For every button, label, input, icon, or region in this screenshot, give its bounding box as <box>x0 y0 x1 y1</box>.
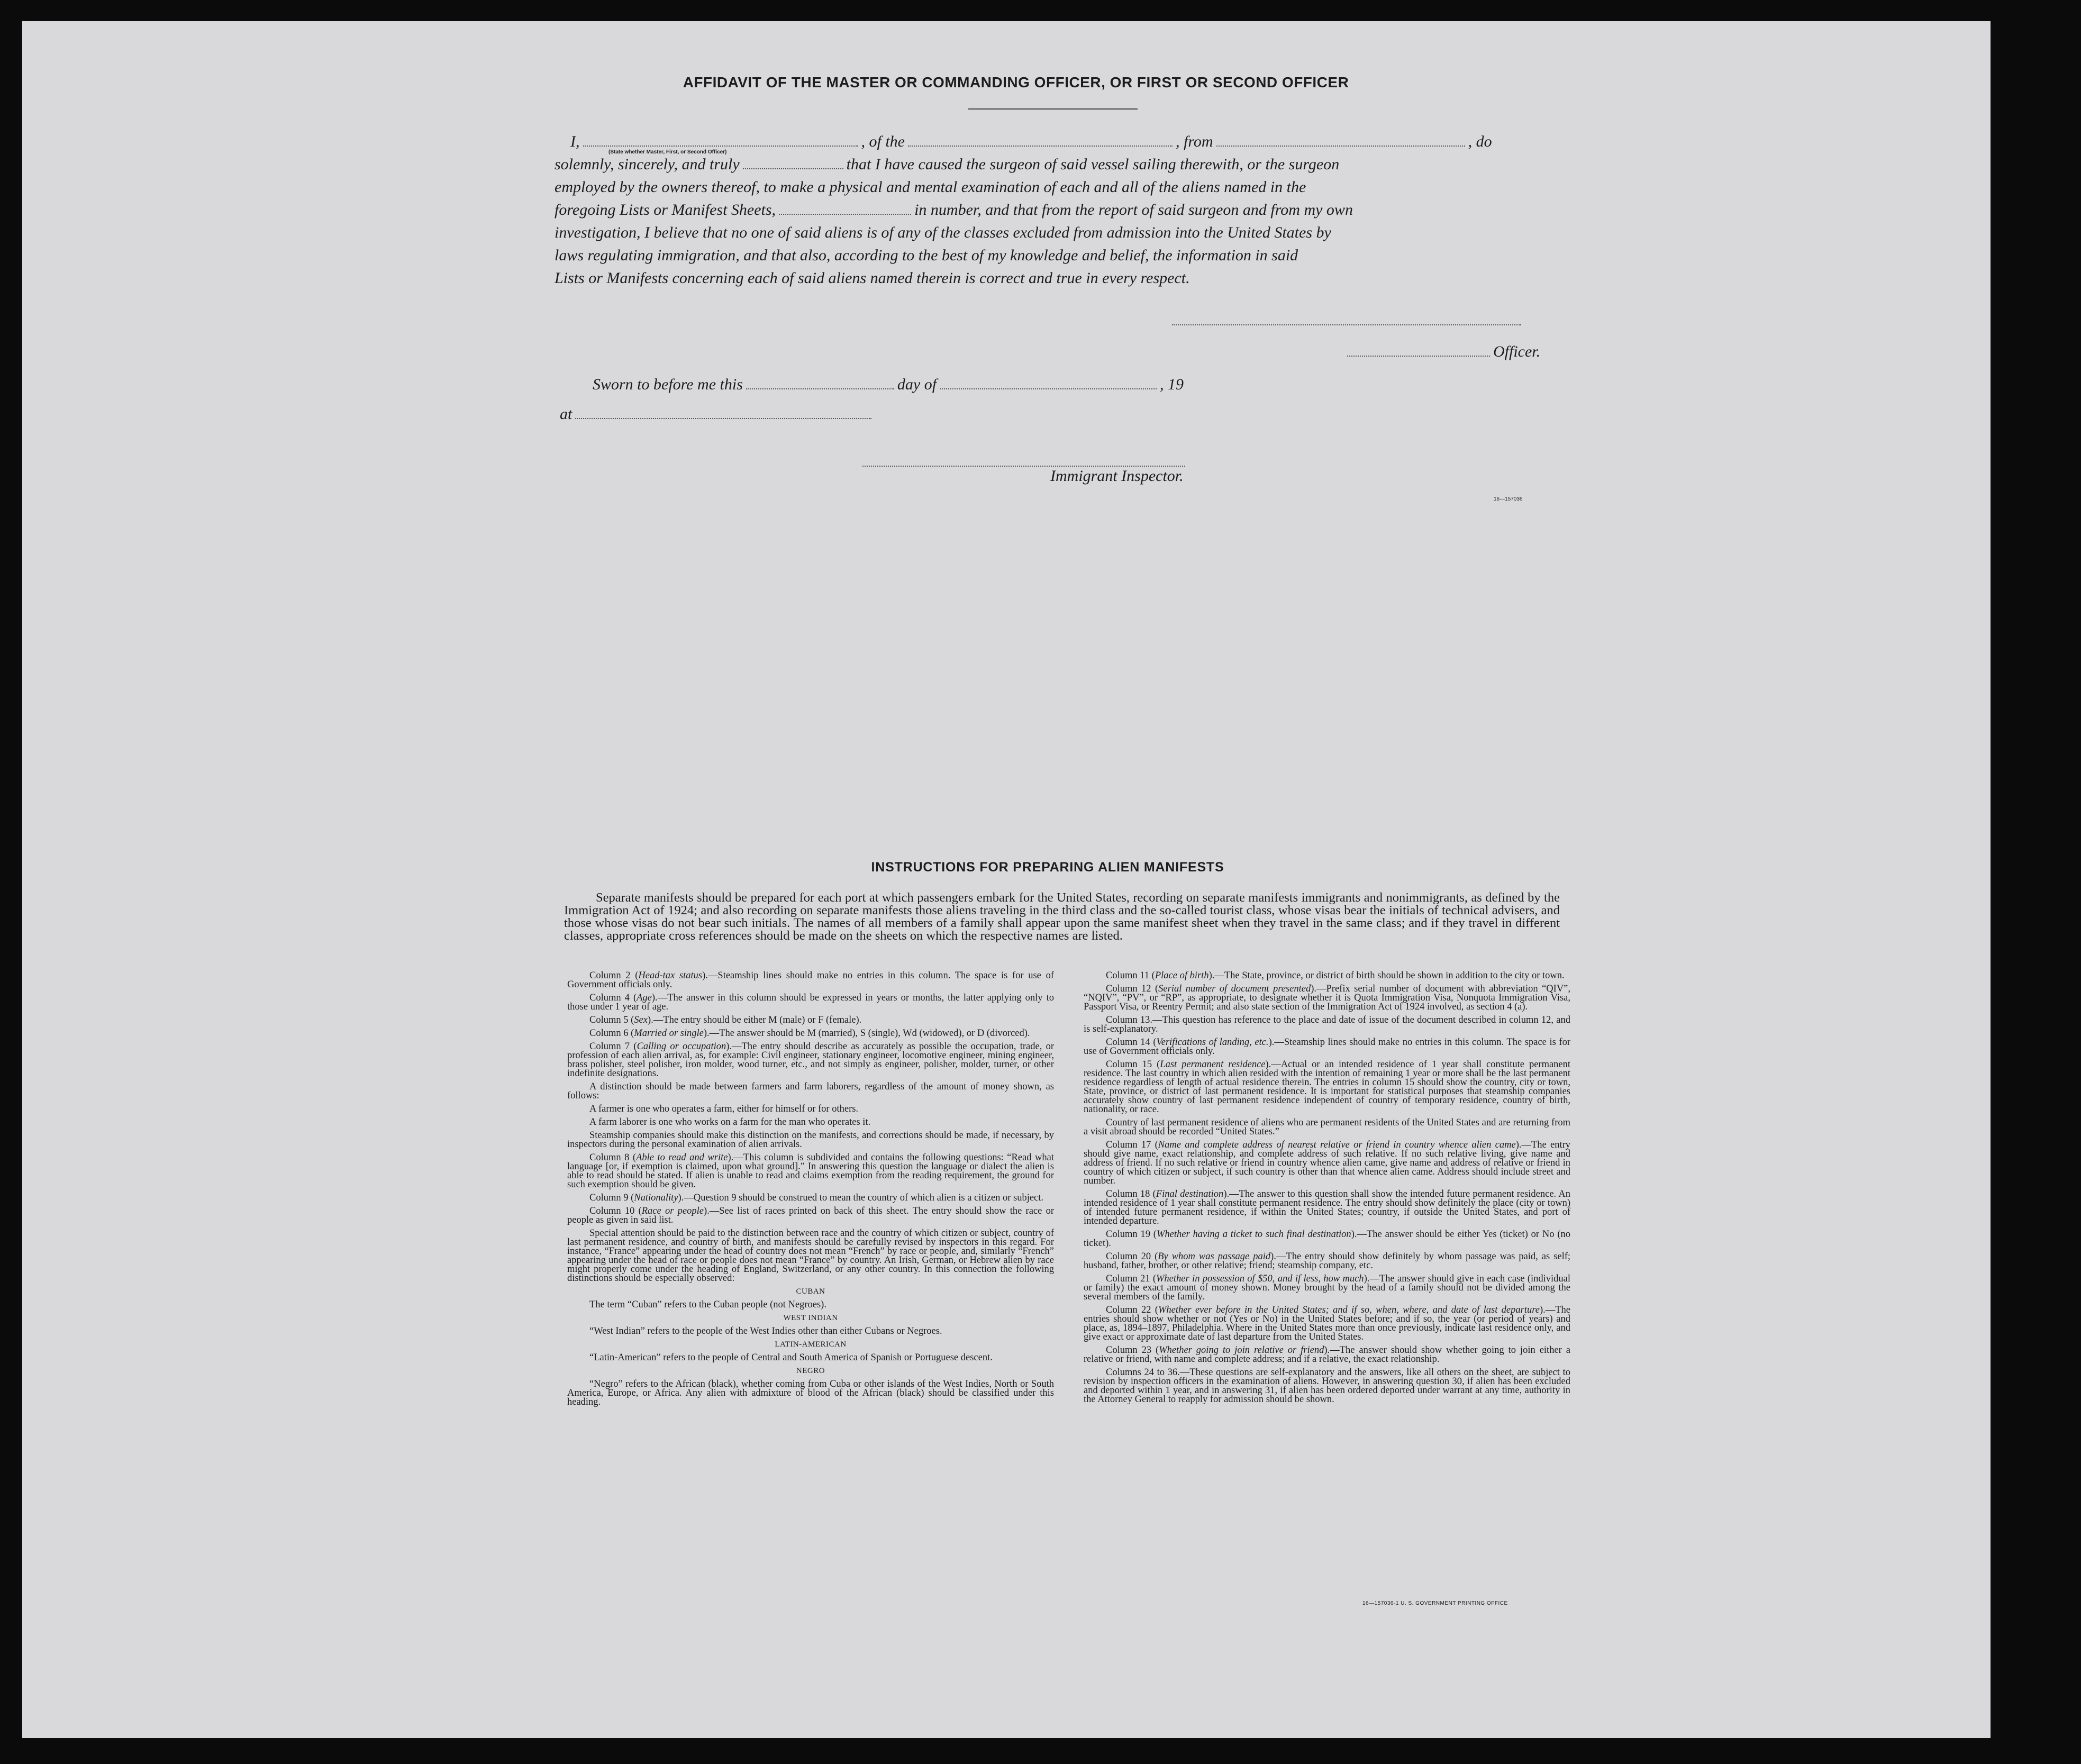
special-attention: Special attention should be paid to the distinction between race and the country of which citizen or subject, country of last permanent residence, and country of birth, and manifests should be carefully revised by inspectors in this regard. For instance, “France” appearing under the head of country does not mean “French” by race or people, and, similarly “French” appearing under the head of race or people does not mean “France” by country. An Irish, German, or Hebrew alien by race might properly come under the heading of England, Switzerland, or any other country. In this connection the following distinctions should be especially observed: <box>567 1228 1054 1284</box>
punch-hole <box>1999 1096 2027 1121</box>
latin-american-heading: LATIN-AMERICAN <box>775 1340 847 1349</box>
affidavit-line-3: employed by the owners thereof, to make a physical and mental examination of each and all of the aliens named in the <box>555 178 1306 196</box>
officer-label: Officer. <box>1493 343 1541 360</box>
latin-american-definition: “Latin-American” refers to the people of Central and South America of Spanish or Portuguese descent. <box>589 1352 993 1363</box>
title-rule <box>968 108 1138 110</box>
column-12-instruction: Column 12 (Serial number of document presented).—Prefix serial number of document with abbreviation “QIV”, “NQIV”, “PV”, or “RP”, as appropriate, to designate whether it is Quota Immigration Visa, Nonquota Immigration Visa, Passport Visa, or Reentry Permit; and also state section of the Immigration Act of 1924 involved, as section 4 (a). <box>1084 984 1571 1012</box>
column-7-instruction: Column 7 (Calling or occupation).—The entry should describe as accurately as possible the occupation, trade, or profession of each alien arrival, as, for example: Civil engineer, stationary engineer, locomotive engineer, mining engineer, brass polisher, steel polisher, iron molder, wood turner, etc., and not simply as engineer, polisher, molder, turner, or other indefinite designations. <box>567 1041 1055 1079</box>
column-11-instruction: Column 11 (Place of birth).—The State, province, or district of birth should be shown in addition to the city or town. <box>1106 970 1565 981</box>
instructions-title: INSTRUCTIONS FOR PREPARING ALIEN MANIFESTS <box>871 860 1224 875</box>
inspector-signature-line[interactable] <box>862 466 1185 467</box>
officer-rank-field[interactable] <box>583 133 858 147</box>
columns-24-36-instruction: Columns 24 to 36.—These questions are self-explanatory and the answers, like all others on the sheet, are subject to revision by inspection officers in the examination of aliens. However, in answering question 30, if alien has been excluded and deported within 1 year, and in answering 31, if alien has been ordered deported under warrant at any time, authority in the Attorney General to reapply for admission should be shown. <box>1084 1367 1570 1405</box>
form-number: 16—157036 <box>1494 496 1523 502</box>
column-5-instruction: Column 5 (Sex).—The entry should be either M (male) or F (female). <box>589 1015 862 1025</box>
officer-signature-line[interactable] <box>1172 324 1521 325</box>
column-23-instruction: Column 23 (Whether going to join relative or friend).—The answer should show whether going to join either a relative or friend, with name and complete address; and if a relative, the exact relationship. <box>1084 1345 1570 1365</box>
farmer-distinction: A distinction should be made between farmers and farm laborers, regardless of the amount of money shown, as follows: <box>567 1081 1054 1101</box>
printer-imprint: 16—157036-1 U. S. GOVERNMENT PRINTING OFFICE <box>1362 1601 1508 1606</box>
instructions-right-column <box>1084 971 1570 1408</box>
column-15-instruction: Column 15 (Last permanent residence).—Actual or an intended residence of 1 year shall constitute permanent residence. The last country in which alien resided with the intention of remaining 1 year or more shall be the last permanent residence regardless of length of actual residence therein. The entries in column 15 should show the country, city or town, State, province, or district of last permanent residence. It is important for statistical purposes that steamship companies accurately show country of last permanent residence independent of country of temporary residence, country of birth, nationality, or race. <box>1084 1059 1571 1115</box>
punch-hole <box>1999 1176 2027 1200</box>
column-13-instruction: Column 13.—This question has reference to the place and date of issue of the document described in column 12, and is self-explanatory. <box>1084 1015 1571 1034</box>
officer-signature-block <box>1344 343 1540 361</box>
negro-definition: “Negro” refers to the African (black), whether coming from Cuba or other islands of the West Indies, North or South America, Europe, or Africa. Any alien with admixture of blood of the African (black) should be classified under this heading. <box>567 1379 1054 1407</box>
at-line: at <box>560 405 875 423</box>
punch-hole <box>1999 306 2027 330</box>
affidavit-line-4: foregoing Lists or Manifest Sheets, in number, and that from the report of said surgeon and from my own <box>555 201 1353 219</box>
column-9-instruction: Column 9 (Nationality).—Question 9 should be construed to mean the country of which alien is a citizen or subject. <box>589 1193 1044 1203</box>
from-port-field[interactable] <box>1216 133 1465 147</box>
oath-field[interactable] <box>743 156 843 169</box>
instructions-left-column <box>567 971 1054 1411</box>
farm-laborer-definition: A farm laborer is one who works on a farm for the man who operates it. <box>589 1117 871 1127</box>
column-10-instruction: Column 10 (Race or people).—See list of races printed on back of this sheet. The entry should show the race or people as given in said list. <box>567 1206 1054 1225</box>
sworn-place-field[interactable] <box>575 405 871 419</box>
affidavit-line-5: investigation, I believe that no one of said aliens is of any of the classes excluded from admission into the United States by <box>555 224 1331 241</box>
column-17-instruction: Column 17 (Name and complete address of nearest relative or friend in country whence alien came).—The entry should give name, exact relationship, and complete address of such relative. If no such relative living, give name and address of friend. If no such relative or friend in country whence alien came, give name and address of relative or friend in country of which citizen or subject, if such country is other than that whence alien came. Address should include street and number. <box>1084 1140 1571 1186</box>
sworn-day-field[interactable] <box>746 376 894 389</box>
column-4-instruction: Column 4 (Age).—The answer in this column should be expressed in years or months, the latter applying only to those under 1 year of age. <box>567 993 1054 1012</box>
inspector-label: Immigrant Inspector. <box>1050 467 1184 485</box>
vessel-name-field[interactable] <box>908 133 1173 147</box>
sheet-count-field[interactable] <box>779 201 911 215</box>
sworn-month-field[interactable] <box>940 376 1157 389</box>
cuban-heading: CUBAN <box>796 1287 825 1296</box>
west-indian-heading: WEST INDIAN <box>783 1314 838 1322</box>
torn-corner <box>1984 0 2081 148</box>
column-14-instruction: Column 14 (Verifications of landing, etc.).—Steamship lines should make no entries in this column. The space is for use of Government officials only. <box>1084 1037 1570 1057</box>
farmer-definition: A farmer is one who operates a farm, either for himself or for others. <box>589 1104 859 1114</box>
cuban-definition: The term “Cuban” refers to the Cuban people (not Negroes). <box>589 1299 826 1310</box>
column-22-instruction: Column 22 (Whether ever before in the United States; and if so, when, where, and date of last departure).—The entries should show whether or not (Yes or No) in the United States before; and if so, the year (or period of years) and place, as, 1894–1897, Philadelphia. Where in the United States more than once previously, indicate last residence only, and give exact or approximate date of last departure from the United States. <box>1084 1305 1571 1342</box>
column-2-instruction: Column 2 (Head-tax status).—Steamship lines should make no entries in this column. The space is for use of Government officials only. <box>567 970 1054 990</box>
steamship-distinction: Steamship companies should make this distinction on the manifests, and corrections should be made, if necessary, by inspectors during the personal examination of alien arrivals. <box>567 1130 1054 1150</box>
affidavit-line-6: laws regulating immigration, and that also, according to the best of my knowledge and belief, the information in said <box>555 247 1298 264</box>
column-18-instruction: Column 18 (Final destination).—The answer to this question shall show the intended future permanent residence. An intended residence of 1 year shall constitute permanent residence. The entry should show definitely the place (city or town) of intended future permanent residence, if within the United States; country, if outside the United States, and port of intended departure. <box>1084 1189 1571 1226</box>
punch-hole <box>1999 1420 2027 1444</box>
column-21-instruction: Column 21 (Whether in possession of $50, and if less, how much).—The answer should give in each case (individual or family) the exact amount of money shown. Money brought by the head of a family should not be divided among the several members of the family. <box>1084 1274 1571 1302</box>
column-19-instruction: Column 19 (Whether having a ticket to such final destination).—The answer should be either Yes (ticket) or No (no ticket). <box>1084 1229 1570 1249</box>
officer-signature-field[interactable] <box>1347 343 1490 357</box>
affidavit-line-7: Lists or Manifests concerning each of said aliens named therein is correct and true in every respect. <box>555 269 1190 287</box>
instructions-intro: Separate manifests should be prepared for each port at which passengers embark for the United States, recording on separate manifests immigrants and nonimmigrants, as defined by the Immigration Act of 1924; and also recording on separate manifests those aliens traveling in the third class and the so-called tourist class, whose visas bear the initials of technical advisers, and those whose visas do not bear such initials. The names of all members of a family shall appear upon the same manifest sheet when they travel in the same class; and if they travel in different classes, appropriate cross references should be made on the sheets on which the respective names are listed. <box>564 890 1560 943</box>
affidavit-line-1: I, , of the , from , do <box>570 133 1492 150</box>
punch-hole <box>1999 548 2027 572</box>
affidavit-line-2: solemnly, sincerely, and truly that I have caused the surgeon of said vessel sailing therewith, or the surgeon <box>555 156 1340 173</box>
country-of-residence-note: Country of last permanent residence of aliens who are permanent residents of the United States and are returning from a visit abroad should be recorded “United States.” <box>1084 1117 1570 1137</box>
punch-hole <box>1999 225 2027 249</box>
affidavit-title: AFFIDAVIT OF THE MASTER OR COMMANDING OFFICER, OR FIRST OR SECOND OFFICER <box>683 74 1349 90</box>
officer-rank-caption: (State whether Master, First, or Second Officer) <box>608 149 727 155</box>
column-20-instruction: Column 20 (By whom was passage paid).—The entry should show definitely by whom passage was paid, as self; husband, father, brother, or other relative; friend; steamship company, etc. <box>1084 1251 1571 1271</box>
west-indian-definition: “West Indian” refers to the people of the West Indies other than either Cubans or Negroes. <box>589 1326 942 1336</box>
negro-heading: NEGRO <box>796 1367 825 1375</box>
column-8-instruction: Column 8 (Able to read and write).—This column is subdivided and contains the following questions: “Read what language [or, if exemption is claimed, upon what ground].” In answering this question the language or dialect the alien is able to read should be stated. If alien is unable to read and claims exemption from the reading requirement, the ground for such exemption should be given. <box>567 1152 1055 1190</box>
column-6-instruction: Column 6 (Married or single).—The answer should be M (married), S (single), Wd (widowed), or D (divorced). <box>589 1028 1030 1039</box>
punch-hole <box>1999 628 2027 652</box>
punch-hole <box>1999 1501 2027 1525</box>
sworn-line: Sworn to before me this day of , 19 <box>593 376 1184 393</box>
